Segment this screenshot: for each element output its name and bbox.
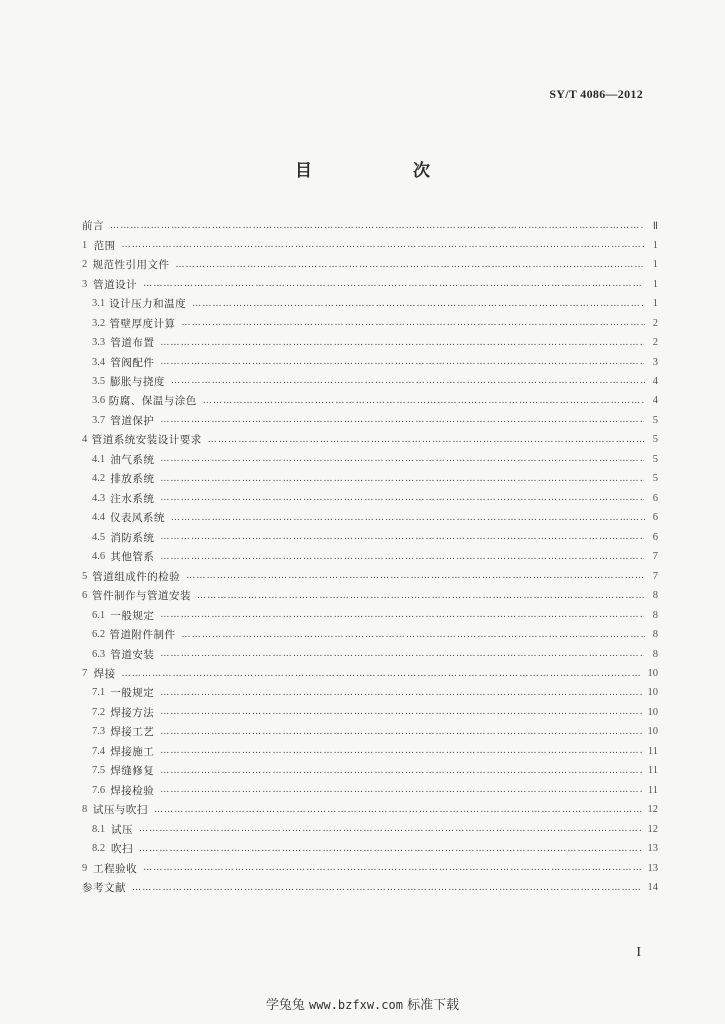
toc-entry-label: 管道附件制件 — [109, 629, 176, 642]
toc-entry[interactable] — [82, 352, 658, 371]
toc-entry-number: 2 — [82, 259, 88, 271]
toc-entry-page: 6 — [652, 492, 658, 504]
toc-entry[interactable] — [82, 703, 658, 722]
toc-entry-label: 排放系统 — [110, 473, 155, 486]
toc-entry-page: 10 — [647, 706, 658, 718]
toc-entry-page: 2 — [652, 337, 658, 349]
toc-entry-label: 焊缝修复 — [110, 765, 155, 778]
toc-entry-number: 9 — [82, 862, 88, 874]
toc-entry[interactable] — [82, 605, 658, 624]
toc-entry-page: 1 — [652, 239, 658, 251]
toc-leader-dots — [160, 610, 644, 620]
toc-entry-page: 5 — [652, 453, 658, 465]
toc-leader-dots — [110, 221, 644, 231]
toc-entry-page: 8 — [652, 648, 658, 660]
toc-entry-label: 管阀配件 — [110, 356, 155, 369]
toc-entry-page: 4 — [652, 395, 658, 407]
toc-entry-label: 参考文献 — [82, 882, 126, 895]
toc-entry-label: 规范性引用文件 — [92, 259, 170, 272]
toc-entry[interactable] — [82, 489, 658, 508]
toc-leader-dots — [175, 260, 644, 270]
toc-entry-page: 5 — [652, 473, 658, 485]
toc-entry-label: 管道系统安装设计要求 — [91, 434, 202, 447]
toc-entry-number: 6.1 — [92, 609, 106, 621]
toc-entry[interactable] — [82, 508, 658, 527]
toc-entry[interactable] — [82, 294, 658, 313]
footer-site-name: 学兔兔 — [265, 998, 305, 1013]
toc-entry-number: 8.1 — [92, 823, 106, 835]
toc-entry[interactable] — [82, 858, 658, 877]
toc-entry-number: 8.2 — [92, 843, 106, 855]
toc-leader-dots — [182, 318, 645, 328]
toc-entry-page: 8 — [652, 590, 658, 602]
toc-entry-page: Ⅱ — [652, 220, 658, 232]
toc-entry-number: 4.6 — [92, 551, 106, 563]
toc-entry-page: 10 — [647, 687, 658, 699]
toc-entry-number: 6 — [82, 590, 88, 602]
toc-entry-number: 3.1 — [92, 298, 106, 310]
toc-leader-dots — [182, 630, 645, 640]
toc-leader-dots — [139, 844, 641, 854]
toc-entry[interactable] — [82, 722, 658, 741]
toc-entry-number: 3.2 — [92, 317, 106, 329]
toc-entry-label: 试压 — [111, 823, 134, 836]
toc-entry-number: 8 — [82, 804, 88, 816]
toc-entry-label: 管道安装 — [110, 648, 155, 661]
toc-entry[interactable] — [82, 274, 658, 293]
toc-entry-label: 防腐、保温与涂色 — [108, 395, 197, 408]
toc-leader-dots — [160, 727, 641, 737]
toc-entry-page: 11 — [647, 765, 658, 777]
toc-entry[interactable] — [82, 878, 658, 897]
toc-leader-dots — [160, 357, 644, 367]
toc-entry-label: 工程验收 — [93, 862, 138, 875]
toc-entry[interactable] — [82, 235, 658, 254]
toc-entry-number: 4.5 — [92, 531, 106, 543]
toc-leader-dots — [143, 279, 644, 289]
toc-entry-label: 试压与吹扫 — [92, 804, 148, 817]
toc-entry-label: 一般规定 — [110, 609, 155, 622]
toc-entry-label: 管道保护 — [110, 414, 155, 427]
toc-entry-page: 10 — [647, 726, 658, 738]
toc-entry-number: 7.6 — [92, 784, 106, 796]
toc-leader-dots — [160, 493, 644, 503]
toc-entry-page: 4 — [652, 375, 658, 387]
toc-entry-label: 管件制作与管道安装 — [91, 590, 191, 603]
toc-entry-number: 7.4 — [92, 745, 106, 757]
toc-entry-page: 5 — [652, 434, 659, 446]
toc-entry-page: 13 — [647, 843, 658, 855]
page-number: I — [636, 945, 641, 960]
toc-entry-label: 范围 — [93, 239, 116, 252]
standard-number: SY/T 4086—2012 — [549, 87, 643, 101]
toc-leader-dots — [160, 746, 642, 756]
toc-entry[interactable] — [82, 800, 658, 819]
toc-entry-label: 管道设计 — [93, 278, 138, 291]
toc-entry-number: 4.1 — [92, 453, 106, 465]
toc-entry-page: 8 — [652, 609, 658, 621]
toc-entry-number: 7.3 — [92, 726, 106, 738]
toc-entry[interactable] — [82, 664, 658, 683]
toc-entry-number: 7.1 — [92, 687, 106, 699]
toc-entry[interactable] — [82, 839, 658, 858]
toc-entry-page: 7 — [652, 570, 658, 582]
toc-entry-page: 10 — [647, 668, 658, 680]
toc-entry-number: 7.2 — [92, 706, 106, 718]
toc-entry-label: 一般规定 — [110, 687, 155, 700]
footer-watermark — [0, 994, 725, 1013]
toc-entry-label: 其他管系 — [110, 551, 155, 564]
toc-entry-number: 3 — [82, 278, 88, 290]
table-of-contents — [82, 216, 658, 897]
toc-entry-page: 13 — [647, 862, 658, 874]
toc-entry-page: 3 — [652, 356, 658, 368]
toc-entry-page: 11 — [647, 745, 658, 757]
toc-entry[interactable] — [82, 547, 658, 566]
toc-entry-page: 1 — [652, 278, 658, 290]
toc-entry[interactable] — [82, 216, 658, 235]
toc-entry-label: 前言 — [82, 220, 104, 233]
toc-leader-dots — [160, 688, 641, 698]
toc-entry[interactable] — [82, 820, 658, 839]
toc-leader-dots — [160, 338, 644, 348]
toc-entry[interactable] — [82, 469, 658, 488]
toc-entry-label: 焊接方法 — [110, 706, 155, 719]
toc-entry[interactable] — [82, 644, 658, 663]
toc-entry-page: 12 — [647, 823, 658, 835]
toc-entry-number: 7 — [82, 668, 88, 680]
toc-leader-dots — [160, 415, 644, 425]
toc-entry-label: 焊接检验 — [110, 784, 155, 797]
toc-leader-dots — [171, 376, 645, 386]
toc-entry-page: 12 — [647, 804, 658, 816]
toc-entry-number: 1 — [82, 239, 88, 251]
toc-entry-page: 1 — [652, 259, 658, 271]
toc-entry-number: 3.6 — [92, 395, 106, 407]
toc-entry-number: 6.3 — [92, 648, 106, 660]
toc-entry-page: 14 — [647, 882, 658, 894]
toc-entry[interactable] — [82, 255, 658, 274]
toc-entry-page: 11 — [647, 784, 658, 796]
toc-leader-dots — [203, 396, 645, 406]
toc-entry-page: 1 — [652, 298, 658, 310]
toc-entry-label: 消防系统 — [110, 531, 155, 544]
toc-entry-number: 4 — [82, 434, 88, 446]
toc-entry-number: 3.7 — [92, 414, 106, 426]
toc-entry-page: 7 — [652, 551, 658, 563]
toc-entry-label: 管壁厚度计算 — [109, 317, 176, 330]
toc-entry-label: 注水系统 — [110, 492, 155, 505]
toc-leader-dots — [122, 669, 642, 679]
toc-leader-dots — [197, 591, 645, 601]
toc-entry-label: 设计压力和温度 — [109, 298, 187, 311]
toc-entry-label: 管道布置 — [110, 337, 155, 350]
toc-leader-dots — [160, 649, 644, 659]
toc-leader-dots — [139, 824, 641, 834]
toc-entry-label: 焊接施工 — [110, 745, 155, 758]
toc-entry-number: 3.3 — [92, 337, 106, 349]
toc-entry-number: 4.4 — [92, 512, 106, 524]
toc-entry[interactable] — [82, 411, 658, 430]
toc-entry[interactable] — [82, 430, 658, 449]
toc-leader-dots — [160, 532, 644, 542]
toc-entry-label: 管道组成件的检验 — [92, 570, 181, 583]
toc-leader-dots — [122, 240, 644, 250]
toc-leader-dots — [192, 299, 645, 309]
toc-entry-number: 5 — [82, 570, 88, 582]
toc-entry-number: 3.5 — [92, 375, 106, 387]
toc-leader-dots — [160, 766, 642, 776]
toc-entry-number: 4.2 — [92, 473, 106, 485]
toc-leader-dots — [160, 454, 644, 464]
toc-leader-dots — [160, 707, 641, 717]
toc-entry[interactable] — [82, 761, 658, 780]
toc-leader-dots — [186, 571, 645, 581]
toc-entry-page: 2 — [652, 317, 658, 329]
toc-entry-number: 3.4 — [92, 356, 106, 368]
toc-entry-label: 焊接工艺 — [110, 726, 155, 739]
toc-entry-page: 6 — [652, 531, 658, 543]
footer-caption: 标准下载 — [407, 998, 460, 1013]
toc-entry[interactable] — [82, 586, 658, 605]
toc-entry-number: 7.5 — [92, 765, 106, 777]
toc-entry-label: 油气系统 — [110, 453, 155, 466]
toc-entry[interactable] — [82, 391, 658, 410]
toc-entry-number: 4.3 — [92, 492, 106, 504]
toc-leader-dots — [143, 863, 641, 873]
toc-entry[interactable] — [82, 625, 658, 644]
toc-leader-dots — [160, 474, 644, 484]
toc-entry[interactable] — [82, 450, 658, 469]
toc-entry-label: 吹扫 — [111, 843, 134, 856]
toc-entry[interactable] — [82, 781, 658, 800]
toc-leader-dots — [208, 435, 645, 445]
toc-entry[interactable] — [82, 528, 658, 547]
toc-entry[interactable] — [82, 372, 658, 391]
toc-entry-page: 8 — [652, 629, 658, 641]
toc-entry-number: 6.2 — [92, 629, 106, 641]
toc-entry[interactable] — [82, 742, 658, 761]
toc-entry-label: 焊接 — [93, 668, 116, 681]
toc-entry[interactable] — [82, 683, 658, 702]
page-title: 目 次 — [295, 161, 472, 181]
toc-leader-dots — [160, 552, 644, 562]
toc-leader-dots — [171, 513, 645, 523]
toc-entry[interactable] — [82, 333, 658, 352]
toc-entry[interactable] — [82, 566, 658, 585]
toc-leader-dots — [160, 785, 642, 795]
toc-entry-page: 5 — [652, 414, 658, 426]
toc-leader-dots — [154, 805, 642, 815]
toc-entry-label: 仪表风系统 — [109, 512, 165, 525]
toc-entry-page: 6 — [652, 512, 658, 524]
toc-leader-dots — [132, 883, 642, 893]
toc-entry[interactable] — [82, 313, 658, 332]
footer-url[interactable]: www.bzfxw.com — [309, 998, 403, 1012]
toc-entry-label: 膨胀与挠度 — [109, 375, 165, 388]
